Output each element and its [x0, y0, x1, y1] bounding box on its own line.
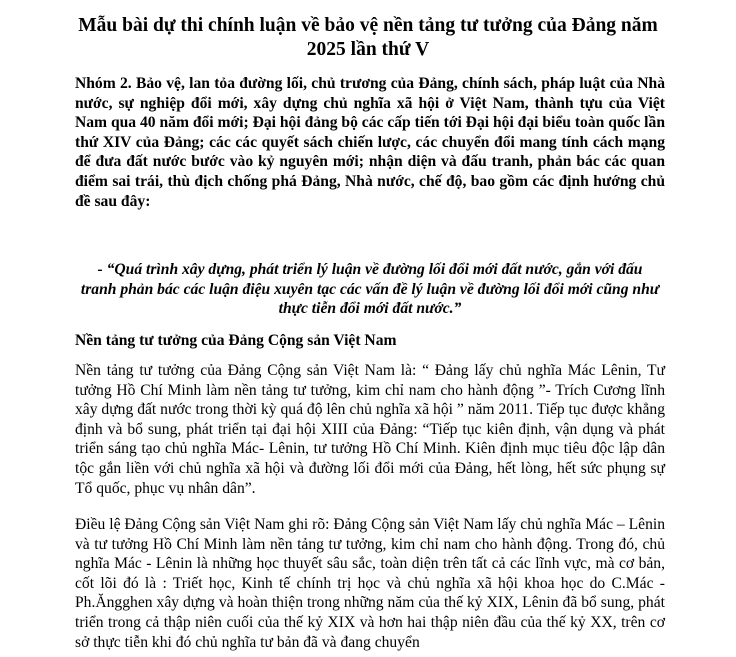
document-title: Mẫu bài dự thi chính luận về bảo vệ nền tảng tư tưởng của Đảng năm 2025 lần thứ V: [78, 15, 658, 60]
intro-paragraph: Nhóm 2. Bảo vệ, lan tỏa đường lối, chủ trương của Đảng, chính sách, pháp luật của Nhà nước, sự nghiệp đổi mới, xây dựng chủ nghĩa xã hội ở Việt Nam, thành tựu của Việt Nam qua 40 năm đổi mới; Đại hội đảng bộ các cấp tiến tới Đại hội đại biểu toàn quốc lần thứ XIV của Đảng; các các quyết sách chiến lược, các chuyển đổi mang tính cách mạng để đưa đất nước bước vào kỷ nguyên mới; nhận diện và đấu tranh, phản bác các quan điểm sai trái, thù địch chống phá Đảng, Nhà nước, chế độ, bao gồm các định hướng chủ đề sau đây:: [75, 75, 665, 210]
topic-quote: - “Quá trình xây dựng, phát triển lý luận về đường lối đổi mới đất nước, gắn với đấu tranh phản bác các luận điệu xuyên tạc các vấn đề lý luận về đường lối đổi mới cũng như thực tiễn đổi mới đất nước.”: [80, 261, 660, 318]
body-paragraph-1: Nền tảng tư tưởng của Đảng Cộng sản Việt Nam là: “ Đảng lấy chủ nghĩa Mác Lênin, Tư tưởng Hồ Chí Minh làm nền tảng tư tưởng, kim chỉ nam cho hành động ”- Trích Cương lĩnh xây dựng đất nước trong thời kỳ quá độ lên chủ nghĩa xã hội ” năm 2011. Tiếp tục được khẳng định và bổ sung, phát triển tại đại hội XIII của Đảng: “Tiếp tục kiên định, vận dụng và phát triển sáng tạo chủ nghĩa Mác- Lênin, tư tưởng Hồ Chí Minh. Kiên định mục tiêu độc lập dân tộc gắn liền với chủ nghĩa xã hội và đường lối đổi mới của Đảng, hết lòng, hết sức phụng sự Tổ quốc, phục vụ nhân dân”.: [75, 362, 665, 497]
body-paragraph-2: Điều lệ Đảng Cộng sản Việt Nam ghi rõ: Đảng Cộng sản Việt Nam lấy chủ nghĩa Mác – Lênin và tư tưởng Hồ Chí Minh làm nền tảng tư tưởng, kim chỉ nam cho hành động. Trong đó, chủ nghĩa Mác - Lênin là những học thuyết sâu sắc, toàn diện trên tất cả các lĩnh vực, mà cơ bản, cốt lõi đó là : Triết học, Kinh tế chính trị học và chủ nghĩa xã hội khoa học do C.Mác - Ph.Ăngghen xây dựng và hoàn thiện trong những năm của thế kỷ XIX, Lênin đã bổ sung, phát triển trong cả thập niên cuối của thế kỷ XIX và hơn hai thập niên đầu của thế kỷ XX, trên cơ sở thực tiễn khi đó chủ nghĩa tư bản đã và đang chuyển: [75, 516, 665, 651]
section-heading: Nền tảng tư tưởng của Đảng Cộng sản Việt Nam: [75, 332, 397, 349]
